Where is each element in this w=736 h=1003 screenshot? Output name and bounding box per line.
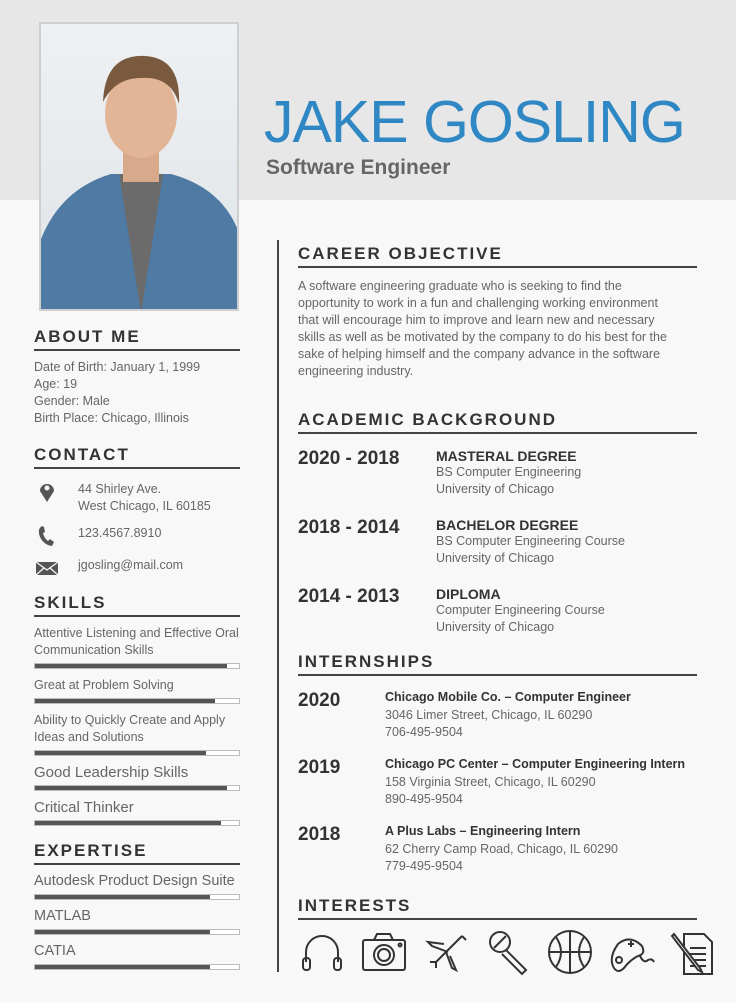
camera-icon (360, 928, 408, 976)
degree-course: BS Computer Engineering Course (436, 534, 625, 548)
degree-course: BS Computer Engineering (436, 465, 582, 479)
profile-photo (39, 22, 239, 311)
expertise-level-bar (34, 929, 240, 935)
internship-entry (298, 824, 697, 875)
expertise-level-fill (35, 930, 210, 934)
academic-years: 2018 - 2014 (298, 517, 400, 538)
skills-level-bar (34, 785, 240, 791)
degree-course: Computer Engineering Course (436, 603, 605, 617)
internship-role: Chicago Mobile Co. – Computer Engineer (385, 690, 631, 704)
expertise-level-bar (34, 894, 240, 900)
about-heading: ABOUT ME (34, 327, 240, 351)
degree-title: DIPLOMA (436, 586, 501, 602)
skills-level-bar (34, 698, 240, 704)
skills-heading: SKILLS (34, 593, 240, 617)
internship-entry (298, 690, 697, 741)
candidate-name: JAKE GOSLING (264, 89, 685, 155)
contact-email[interactable]: jgosling@mail.com (78, 558, 184, 572)
contact-heading: CONTACT (34, 445, 240, 469)
basketball-icon (546, 928, 594, 976)
skills-level-bar (34, 820, 240, 826)
address-line-2: West Chicago, IL 60185 (78, 499, 211, 513)
degree-title: MASTERAL DEGREE (436, 448, 577, 464)
internship-year: 2019 (298, 757, 341, 778)
skills-level-bar (34, 663, 240, 669)
internship-phone: 706-495-9504 (385, 725, 463, 739)
academic-years: 2014 - 2013 (298, 586, 400, 607)
skills-section (34, 593, 240, 834)
internship-address: 158 Virginia Street, Chicago, IL 60290 (385, 775, 596, 789)
skills-label: Ability to Quickly Create and Apply Ideas and Solutions (34, 713, 226, 744)
internship-phone: 890-495-9504 (385, 792, 463, 806)
interests-icons (298, 928, 718, 976)
skills-level-bar (34, 750, 240, 756)
mail-icon (34, 557, 60, 579)
expertise-label: CATIA (34, 943, 76, 959)
expertise-level-fill (35, 965, 210, 969)
phone-icon (34, 525, 60, 547)
objective-heading: CAREER OBJECTIVE (298, 244, 697, 268)
interests-heading: INTERESTS (298, 896, 697, 920)
about-line: Date of Birth: January 1, 1999 (34, 360, 201, 374)
column-divider (277, 240, 279, 972)
contact-section (34, 445, 240, 589)
academic-entry (298, 448, 697, 498)
gamepad-icon (608, 928, 656, 976)
about-line: Age: 19 (34, 377, 78, 391)
degree-school: University of Chicago (436, 482, 555, 496)
about-section (34, 327, 240, 427)
degree-school: University of Chicago (436, 620, 555, 634)
skills-level-fill (35, 699, 215, 703)
expertise-level-fill (35, 895, 210, 899)
expertise-section (34, 841, 240, 978)
degree-title: BACHELOR DEGREE (436, 517, 579, 533)
skills-level-fill (35, 664, 227, 668)
skills-label: Great at Problem Solving (34, 678, 174, 692)
skills-label: Good Leadership Skills (34, 764, 189, 781)
skills-label: Attentive Listening and Effective Oral Communication Skills (34, 626, 239, 657)
academic-section (298, 410, 697, 655)
airplane-icon (422, 928, 470, 976)
address-line-1: 44 Shirley Ave. (78, 482, 162, 496)
job-title: Software Engineer (266, 156, 451, 179)
internship-role: Chicago PC Center – Computer Engineering Intern (385, 757, 686, 771)
academic-entry (298, 586, 697, 636)
skills-label: Critical Thinker (34, 799, 134, 816)
internship-entry (298, 757, 697, 808)
internship-phone: 779-495-9504 (385, 859, 463, 873)
headphones-icon (298, 928, 346, 976)
skills-level-fill (35, 751, 206, 755)
interests-section (298, 896, 697, 920)
expertise-heading: EXPERTISE (34, 841, 240, 865)
internships-section (298, 652, 697, 891)
location-pin-icon (34, 481, 60, 503)
microphone-icon (484, 928, 532, 976)
writing-icon (670, 928, 718, 976)
expertise-level-bar (34, 964, 240, 970)
internship-address: 3046 Limer Street, Chicago, IL 60290 (385, 708, 593, 722)
expertise-label: MATLAB (34, 908, 91, 924)
degree-school: University of Chicago (436, 551, 555, 565)
academic-entry (298, 517, 697, 567)
about-line: Gender: Male (34, 394, 110, 408)
skills-level-fill (35, 786, 227, 790)
internship-role: A Plus Labs – Engineering Intern (385, 824, 581, 838)
internship-year: 2020 (298, 690, 341, 711)
academic-years: 2020 - 2018 (298, 448, 400, 469)
objective-section (298, 244, 697, 380)
contact-phone[interactable]: 123.4567.8910 (78, 526, 162, 540)
skills-level-fill (35, 821, 221, 825)
internship-year: 2018 (298, 824, 341, 845)
internships-heading: INTERNSHIPS (298, 652, 697, 676)
expertise-label: Autodesk Product Design Suite (34, 873, 235, 889)
academic-heading: ACADEMIC BACKGROUND (298, 410, 697, 434)
about-line: Birth Place: Chicago, Illinois (34, 411, 189, 425)
internship-address: 62 Cherry Camp Road, Chicago, IL 60290 (385, 842, 619, 856)
objective-text: A software engineering graduate who is seeking to find the opportunity to work in a fun and challenging working environment that will encourage him to improve and learn new and necessary skills as well as be motivated by the company to do his best for the sake of helping himself and the company advance in the software engineering industry. (298, 279, 667, 378)
